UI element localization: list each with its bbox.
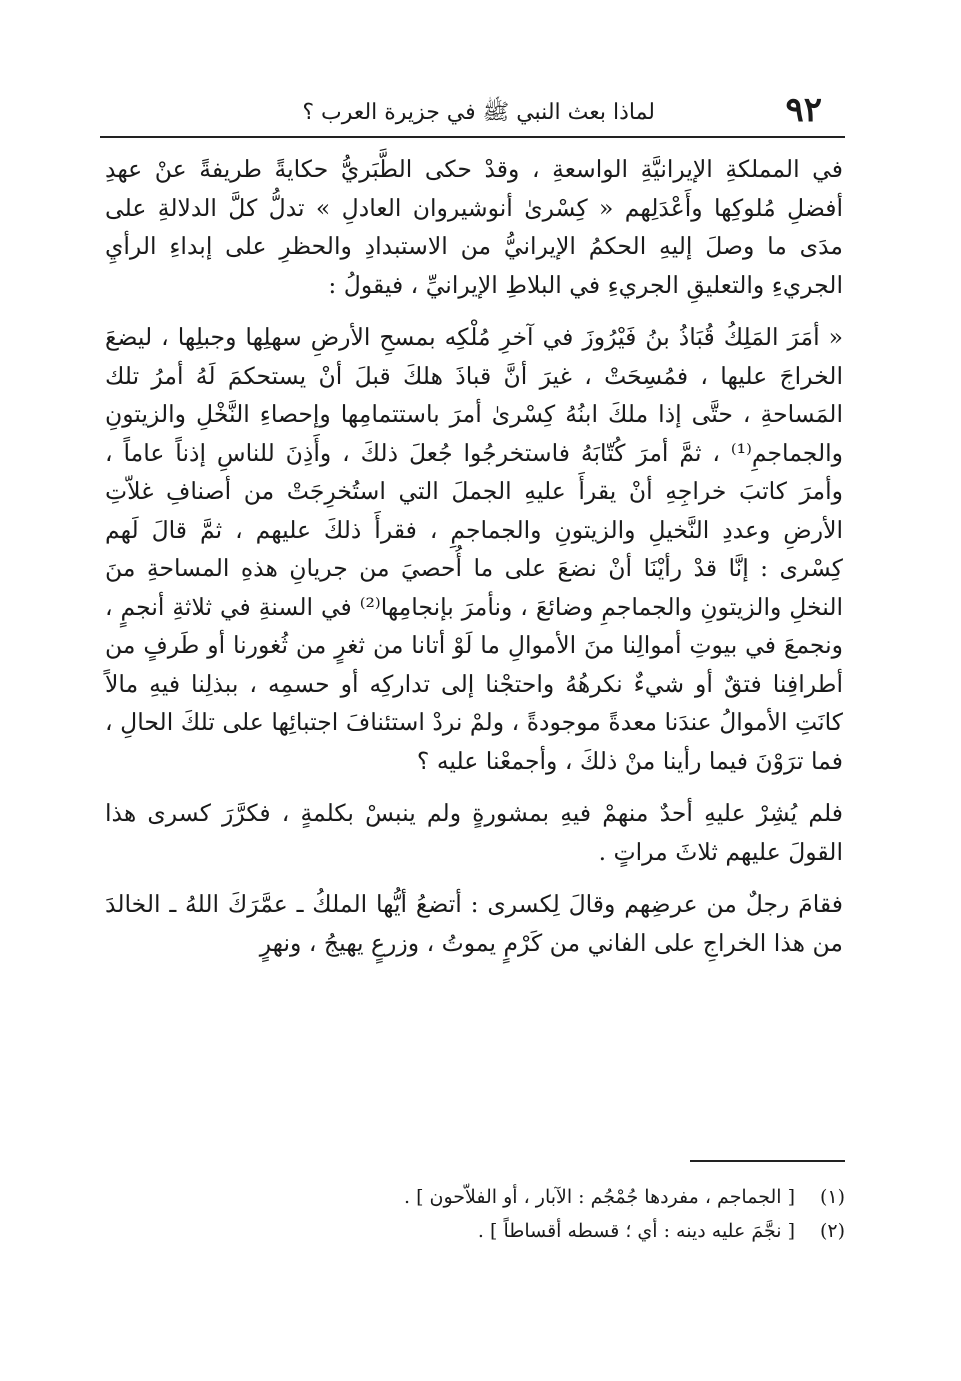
page-number: ٩٢ (785, 90, 822, 130)
paragraph-quote: « أمَرَ المَلِكُ قُبَاذُ بنُ فَيْرُوزَ في آخرِ مُلْكِه بمسحِ الأرضِ سهلِها وجبلِها ، ليضعَ الخراجَ عليها ، فمُسِحَتْ ، غيرَ أنَّ قباذَ هلكَ قبلَ أنْ يستحكمَ لَهُ أمرُ تلك المَساحةِ ، حتَّى إذا ملكَ ابنُهُ كِسْرىٰ أمرَ باستتمامِها وإحصاءِ النَّخْلِ والزيتونِ والجماجمِ⁽¹⁾ ، ثمَّ أمرَ كُتّابَهُ فاستخرجُوا جُعلَ ذلكَ ، وأَذِنَ للناسِ إذناً عاماً ، وأمرَ كاتبَ خراجِهِ أنْ يقرأَ عليهِ الجملَ التي استُخرِجَتْ من أصنافِ غلاّتِ الأرضِ وعددِ النَّخيلِ والزيتونِ والجماجمِ ، فقرأَ ذلكَ عليهم ، ثمَّ قالَ لَهم كِسْرى : إنَّا قدْ رأيْنَا أنْ نضعَ على ما أُحصيَ من جريانِ هذهِ المساحةِ منَ النخلِ والزيتونِ والجماجمِ وضائعَ ، ونأمرَ بإنجامِها⁽²⁾ في السنةِ في ثلاثةِ أنجمٍ ، ونجمعَ في بيوتِ أموالِنا منَ الأموالِ ما لَوْ أتانا من ثغرٍ من ثُغورنا أو طَرفٍ من أطرافِنا فتقٌ أو شيءٌ نكرهُهُ واحتجْنا إلى تداركِه أو حسمِه ، ببذلِنا فيهِ مالاً كانَتِ الأموالُ عندَنا معدةً موجودةً ، ولمْ نردْ استئنافَ اجتبائِها على تلكَ الحالِ ، فما ترَوْنَ فيما رأينا منْ ذلكَ ، وأجمعْنا عليه ؟ (105, 323, 844, 775)
paragraph-silence: فلم يُشِرْ عليهِ أحدٌ منهمْ فيهِ بمشورةٍ ولم ينبسْ بكلمةٍ ، فكرَّرَ كسرى هذا القولَ عليهم ثلاثَ مراتٍ . (105, 799, 843, 866)
header-rule (100, 136, 845, 138)
footnote-rule (690, 1160, 845, 1162)
paragraph-intro: في المملكةِ الإيرانيَّةِ الواسعةِ ، وقدْ حكى الطَّبَريُّ حكايةً طريفةً عنْ عهدِ أفضلِ مُلوكِها وأَعْدَلِهم « كِسْرىٰ أنوشيروان العادلِ » تدلُّ كلَّ الدلالةِ على مدَى ما وصلَ إليهِ الحكمُ الإيرانيُّ من الاستبدادِ والحظرِ على إبداءِ الرأيِ الجريءِ والتعليقِ الجريءِ في البلاطِ الإيرانيِّ ، فيقولُ : (105, 155, 844, 299)
footnote-item (105, 1214, 845, 1248)
footnote-text: [ الجماجم ، مفردها جُمْجُم : الآبار ، أو الفلاّحون ] . (404, 1186, 795, 1208)
running-title: لماذا بعث النبي ﷺ في جزيرة العرب ؟ (302, 100, 655, 125)
footnote-number: (١) (819, 1186, 845, 1208)
page-header (100, 86, 860, 134)
footnote-number: (٢) (819, 1220, 845, 1242)
footnotes (105, 1180, 845, 1248)
body-text (105, 150, 843, 962)
footnote-text: [ نجَّمَ عليه دينه : أي ؛ قسطه أقساطاً ] . (477, 1220, 795, 1242)
footnote-item (105, 1180, 845, 1214)
paragraph-response: فقامَ رجلٌ من عرضِهم وقالَ لِكسرى : أتضعُ أيُّها الملكُ ـ عمَّرَكَ اللهُ ـ الخالدَ من هذا الخراجِ على الفاني من كَرْمٍ يموتُ ، وزرعٍ يهيجُ ، ونهرٍ (105, 890, 843, 957)
